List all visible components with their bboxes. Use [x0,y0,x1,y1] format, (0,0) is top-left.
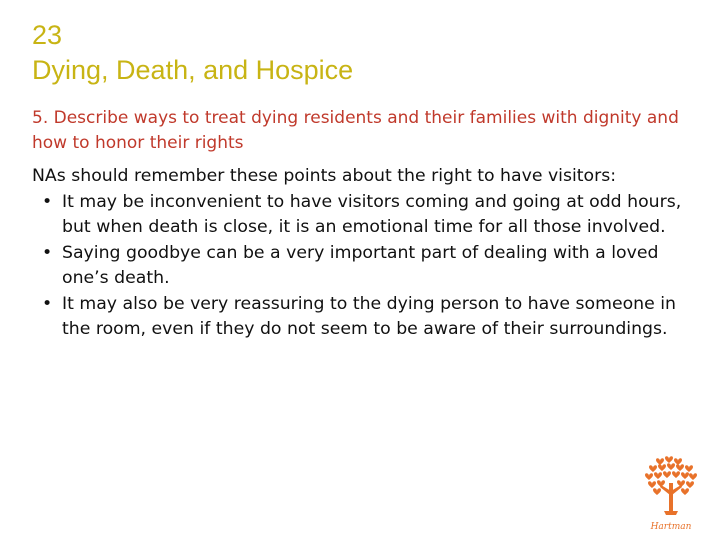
bullet-list [32,190,702,343]
chapter-heading [32,18,353,88]
bullet-text: It may be inconvenient to have visitors coming and going at odd hours, but when death is close, it is an emotional time for all those involved. [62,191,682,237]
bullet-item [32,190,702,241]
bullet-text: Saying goodbye can be a very important part of dealing with a loved one’s death. [62,242,659,288]
bullet-item [32,292,702,343]
intro-text: NAs should remember these points about the right to have visitors: [32,166,617,186]
chapter-number: 23 [32,20,63,50]
bullet-item [32,241,702,292]
bullet-icon: • [42,293,53,314]
chapter-title: Dying, Death, and Hospice [32,55,354,85]
hartman-logo [638,455,704,535]
bullet-text: It may also be very reassuring to the dying person to have someone in the room, even if they do not seem to be aware of their surroundings. [62,293,676,339]
logo-wordmark: Hartman [650,522,692,532]
slide-body [32,164,702,343]
bullet-icon: • [42,242,53,263]
heart-tree-icon [638,455,704,535]
learning-objective: 5. Describe ways to treat dying residents and their families with dignity and how to honor their rights [32,108,679,153]
bullet-icon: • [42,191,53,212]
